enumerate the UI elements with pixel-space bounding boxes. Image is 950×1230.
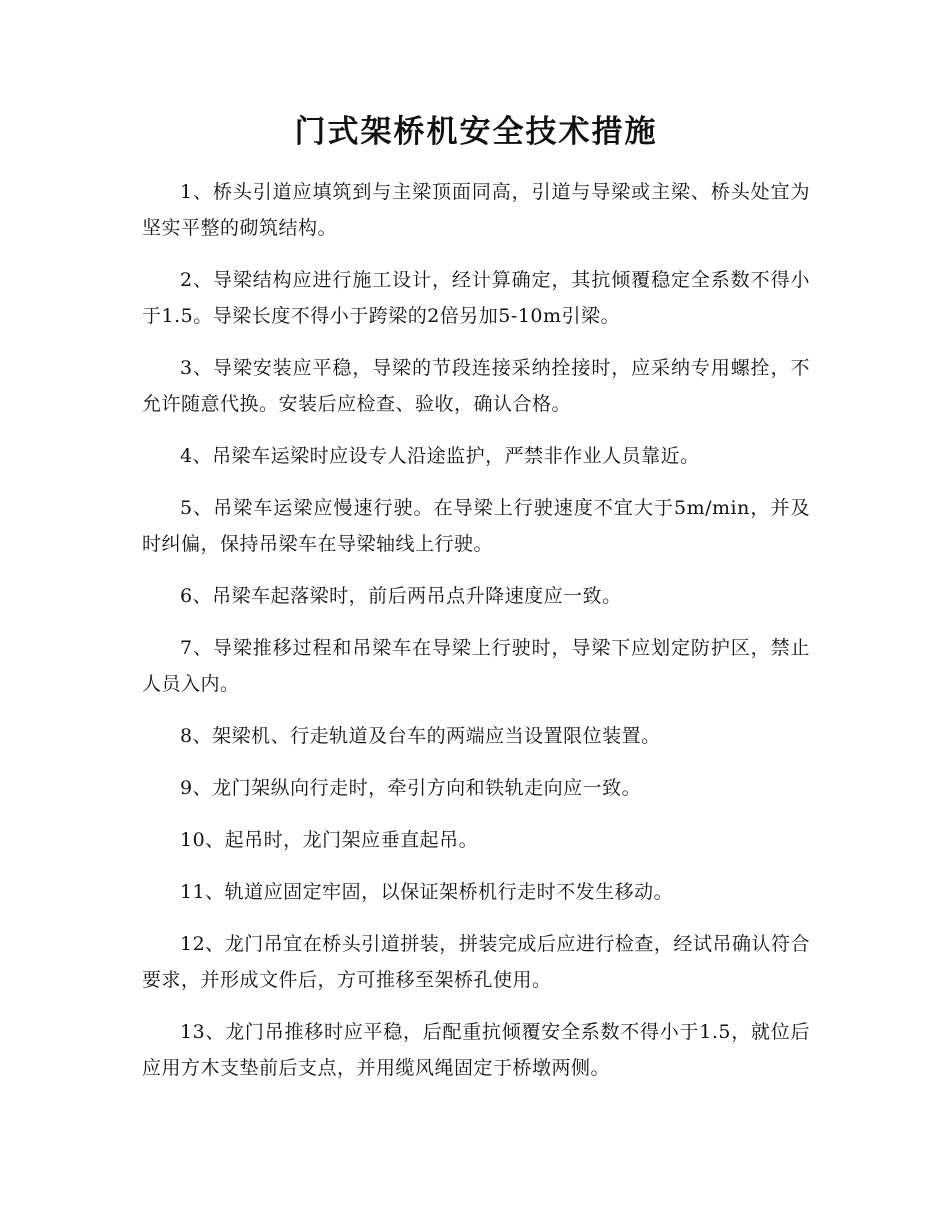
paragraph-13: 13、龙门吊推移时应平稳，后配重抗倾覆安全系数不得小于1.5，就位后应用方木支垫前后支点，并用缆风绳固定于桥墩两侧。 bbox=[142, 1021, 810, 1079]
document-title: 门式架桥机安全技术措施 bbox=[294, 114, 658, 150]
paragraph-7: 7、导梁推移过程和吊梁车在导梁上行驶时，导梁下应划定防护区，禁止人员入内。 bbox=[142, 637, 810, 695]
paragraph-2: 2、导梁结构应进行施工设计，经计算确定，其抗倾覆稳定全系数不得小于1.5。导梁长度不得小于跨梁的2倍另加5-10m引梁。 bbox=[142, 269, 810, 327]
paragraph-10: 10、起吊时，龙门架应垂直起吊。 bbox=[180, 829, 479, 851]
paragraph-8: 8、架梁机、行走轨道及台车的两端应当设置限位装置。 bbox=[180, 725, 661, 747]
document-page bbox=[142, 112, 810, 1102]
paragraph-6: 6、吊梁车起落梁时，前后两吊点升降速度应一致。 bbox=[180, 585, 622, 607]
paragraph-1: 1、桥头引道应填筑到与主梁顶面同高，引道与导梁或主梁、桥头处宜为坚实平整的砌筑结构。 bbox=[142, 181, 810, 239]
paragraph-3: 3、导梁安装应平稳，导梁的节段连接采纳拴接时，应采纳专用螺拴，不允许随意代换。安装后应检查、验收，确认合格。 bbox=[142, 357, 810, 415]
paragraph-11: 11、轨道应固定牢固，以保证架桥机行走时不发生移动。 bbox=[180, 881, 674, 903]
paragraph-4: 4、吊梁车运梁时应设专人沿途监护，严禁非作业人员靠近。 bbox=[180, 445, 700, 467]
paragraph-12: 12、龙门吊宜在桥头引道拼装，拼装完成后应进行检查，经试吊确认符合要求，并形成文件后，方可推移至架桥孔使用。 bbox=[142, 933, 810, 991]
paragraph-5: 5、吊梁车运梁应慢速行驶。在导梁上行驶速度不宜大于5m/min，并及时纠偏，保持吊梁车在导梁轴线上行驶。 bbox=[142, 497, 810, 555]
paragraph-9: 9、龙门架纵向行走时，牵引方向和铁轨走向应一致。 bbox=[180, 777, 642, 799]
